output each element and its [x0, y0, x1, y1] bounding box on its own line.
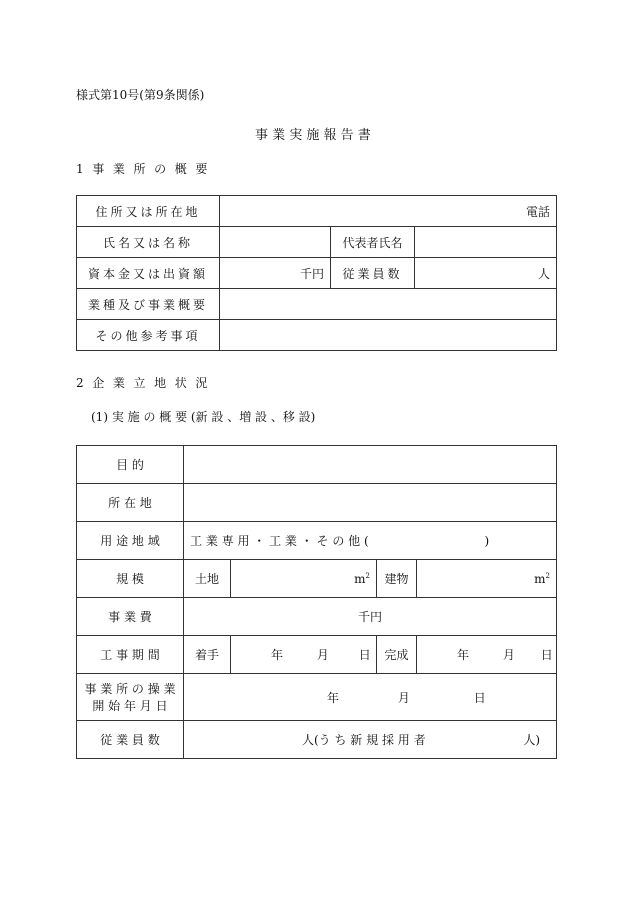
location-status-table — [76, 445, 557, 759]
operation-start-field[interactable] — [184, 674, 557, 721]
end-year: 年 — [457, 648, 470, 662]
employees-field[interactable] — [415, 258, 557, 289]
end-label: 完成 — [377, 636, 417, 674]
operation-start-label — [77, 674, 184, 721]
building-area-field[interactable]: $m^2$ — [417, 560, 557, 598]
location-label: 所 在 地 — [77, 484, 184, 522]
start-date-field[interactable] — [231, 636, 377, 674]
business-field[interactable] — [220, 289, 557, 320]
other-label: その他参考事項 — [77, 320, 220, 351]
business-label: 業種及び事業概要 — [77, 289, 220, 320]
address-field[interactable] — [220, 196, 557, 227]
capital-label: 資本金又は出資額 — [77, 258, 220, 289]
purpose-field[interactable] — [184, 446, 557, 484]
staff-text: 人(う ち 新 規 採 用 者 — [302, 733, 426, 747]
other-field[interactable] — [220, 320, 557, 351]
end-day: 日 — [540, 648, 553, 662]
employees-label: 従業員数 — [331, 258, 415, 289]
zoning-label: 用 途 地 域 — [77, 522, 184, 560]
operation-start-label-line1: 事 業 所 の 操 業 — [84, 682, 176, 696]
staff-field[interactable] — [184, 721, 557, 759]
location-field[interactable] — [184, 484, 557, 522]
zoning-close: ) — [484, 534, 490, 548]
representative-label: 代表者氏名 — [331, 227, 415, 258]
cost-unit: 千円 — [357, 610, 382, 624]
building-unit: m — [534, 571, 546, 586]
business-overview-table — [76, 195, 557, 351]
document-title: 事 業 実 施 報 告 書 — [255, 128, 371, 143]
section2-subheading: (1) 実 施 の 概 要 (新 設 、増 設 、移 設) — [91, 410, 316, 424]
form-number: 様式第10号(第9条関係) — [76, 88, 205, 102]
cost-field[interactable] — [184, 598, 557, 636]
land-unit: m — [354, 571, 366, 586]
purpose-label: 目 的 — [77, 446, 184, 484]
representative-field[interactable] — [415, 227, 557, 258]
staff-label: 従 業 員 数 — [77, 721, 184, 759]
capital-unit: 千円 — [299, 266, 324, 281]
scale-label: 規 模 — [77, 560, 184, 598]
phone-label: 電話 — [526, 204, 551, 219]
cost-label: 事 業 費 — [77, 598, 184, 636]
op-day: 日 — [473, 690, 486, 705]
section1-heading: 1 事 業 所 の 概 要 — [76, 162, 210, 176]
building-label: 建物 — [377, 560, 417, 598]
land-area-field[interactable]: $m^2$ — [231, 560, 377, 598]
op-year: 年 — [327, 690, 340, 705]
start-month: 月 — [316, 648, 329, 662]
start-day: 日 — [358, 648, 371, 662]
address-label: 住所又は所在地 — [77, 196, 220, 227]
land-label: 土地 — [184, 560, 231, 598]
operation-start-label-line2: 開 始 年 月 日 — [92, 699, 168, 713]
end-date-field[interactable] — [417, 636, 557, 674]
name-field[interactable] — [220, 227, 331, 258]
section2-heading: 2 企 業 立 地 状 況 — [76, 376, 210, 390]
start-year: 年 — [271, 648, 284, 662]
employees-unit: 人 — [538, 266, 551, 281]
zoning-field[interactable] — [184, 522, 557, 560]
capital-field[interactable] — [220, 258, 331, 289]
zoning-options: 工 業 専 用 ・ 工 業 ・ そ の 他 ( — [190, 534, 369, 548]
staff-close: 人) — [523, 733, 541, 747]
name-label: 氏名又は名称 — [77, 227, 220, 258]
end-month: 月 — [502, 648, 515, 662]
op-month: 月 — [397, 690, 410, 705]
period-label: 工 事 期 間 — [77, 636, 184, 674]
start-label: 着手 — [184, 636, 231, 674]
